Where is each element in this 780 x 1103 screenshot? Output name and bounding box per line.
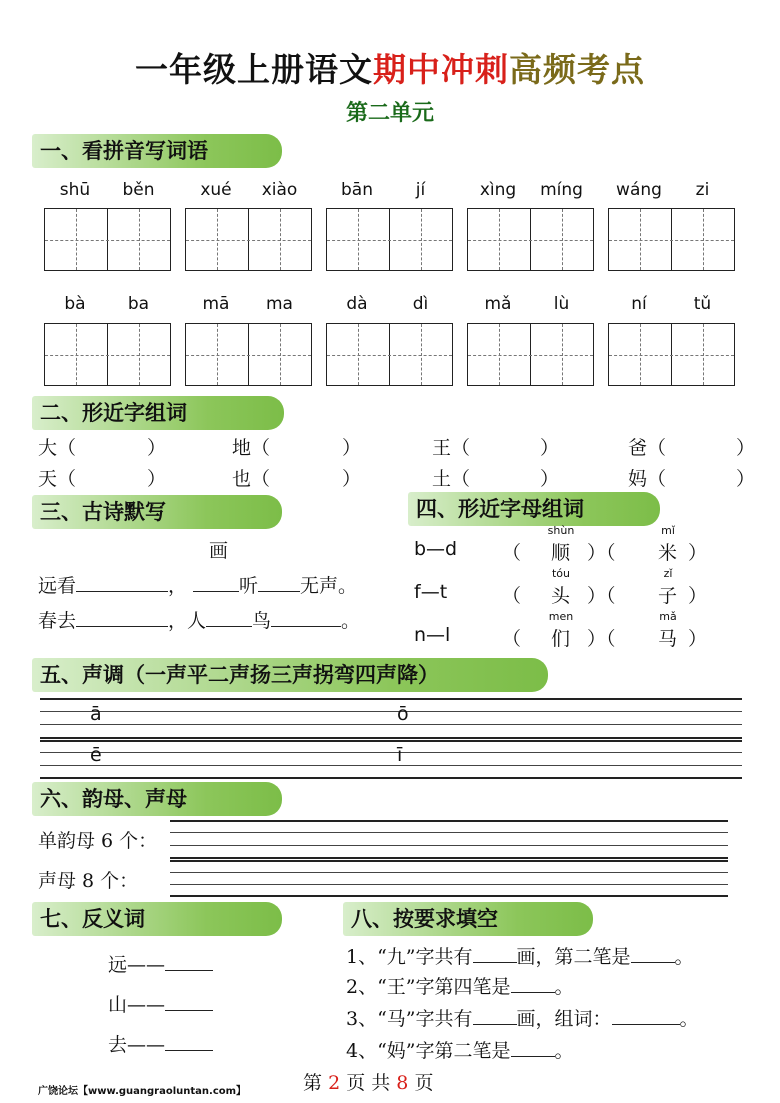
paren-close: ） <box>342 437 362 459</box>
answer-blank[interactable] <box>511 972 555 993</box>
tone-line <box>40 777 742 779</box>
pinyin-label: wáng <box>616 180 662 200</box>
char-pinyin: mǎ <box>659 610 677 623</box>
writing-line <box>170 820 728 822</box>
char-pinyin: shùn <box>547 524 575 537</box>
pinyin-label: bān <box>341 180 373 200</box>
pinyin-label: dì <box>412 294 429 314</box>
pinyin-label: dà <box>346 294 368 314</box>
answer-blank[interactable] <box>165 950 213 971</box>
tianzige-box[interactable] <box>326 208 453 271</box>
page-number: 2 <box>328 1072 341 1094</box>
fill-text: 画，第二笔是 <box>516 946 631 968</box>
poem-text: 鸟 <box>252 610 272 632</box>
tone-o: ō <box>397 703 409 725</box>
poem-text: ，人 <box>168 610 207 632</box>
pinyin-label: lù <box>553 294 570 314</box>
tianzige-box[interactable] <box>608 323 735 386</box>
tone-line <box>40 765 742 766</box>
poem-text: 远看 <box>38 575 77 597</box>
paren-close: ） <box>147 437 167 459</box>
initials-label: 声母 8 个： <box>38 870 139 892</box>
tianzige-box[interactable] <box>467 323 594 386</box>
answer-blank[interactable] <box>473 942 517 963</box>
pinyin-label: ma <box>266 294 293 314</box>
paren-close: ） <box>540 437 560 459</box>
pinyin-label: xìng <box>479 180 517 200</box>
pinyin-label: zi <box>695 180 710 200</box>
paren-close: ） <box>147 468 167 490</box>
fill-item-1 <box>346 942 694 969</box>
paren-close: ） <box>736 468 756 490</box>
antonym-item <box>108 950 213 977</box>
letter-pair: f—t <box>414 581 448 603</box>
paren-pair: ）（ <box>587 585 616 607</box>
title-part2: 期中冲刺 <box>373 50 509 89</box>
poem-text: 春去 <box>38 610 77 632</box>
paren-close: ） <box>342 468 362 490</box>
fill-text: 4、“妈”字第二笔是 <box>346 1040 511 1062</box>
poem-text: 听 <box>239 575 259 597</box>
tone-e: ē <box>90 744 102 766</box>
writing-line <box>170 845 728 846</box>
char: 头 <box>551 585 571 607</box>
page-subtitle: 第二单元 <box>345 100 434 126</box>
pinyin-label: tǔ <box>693 294 712 314</box>
similar-char: 大（ <box>38 437 77 459</box>
tone-line <box>40 724 742 725</box>
char: 顺 <box>551 542 571 564</box>
paren-close: ） <box>688 585 708 607</box>
antonym-item <box>108 990 213 1017</box>
similar-char: 妈（ <box>628 468 667 490</box>
pinyin-label: shū <box>59 180 91 200</box>
paren-close: ） <box>688 542 708 564</box>
writing-line <box>170 884 728 885</box>
fill-text: 。 <box>554 1040 574 1062</box>
tianzige-box[interactable] <box>326 323 453 386</box>
similar-char: 土（ <box>432 468 471 490</box>
answer-blank[interactable] <box>193 571 239 592</box>
pinyin-label: ba <box>127 294 150 314</box>
answer-blank[interactable] <box>271 606 341 627</box>
writing-line <box>170 832 728 833</box>
writing-line <box>170 860 728 862</box>
fill-text: 。 <box>679 1008 699 1030</box>
paren-close: ） <box>540 468 560 490</box>
footer-site: 广饶论坛【www.guangraoluntan.com】 <box>38 1086 247 1097</box>
antonym-word: 去—— <box>108 1034 166 1056</box>
paren-open: （ <box>502 585 522 607</box>
section-2-header: 二、形近字组词 <box>32 396 284 430</box>
answer-blank[interactable] <box>258 571 300 592</box>
fill-item-2 <box>346 972 574 999</box>
similar-char: 王（ <box>432 437 471 459</box>
title-part1: 一年级上册语文 <box>135 50 373 89</box>
tone-a: ā <box>90 703 102 725</box>
fill-text: 。 <box>554 976 574 998</box>
page-text: 页 <box>414 1072 434 1094</box>
pinyin-label: mā <box>202 294 230 314</box>
similar-char: 也（ <box>232 468 271 490</box>
writing-line <box>170 895 728 897</box>
tianzige-box[interactable] <box>608 208 735 271</box>
answer-blank[interactable] <box>511 1036 555 1057</box>
char: 米 <box>658 542 678 564</box>
pinyin-label: mǎ <box>484 294 512 314</box>
answer-blank[interactable] <box>165 990 213 1011</box>
section-6-header: 六、韵母、声母 <box>32 782 282 816</box>
answer-blank[interactable] <box>631 942 675 963</box>
antonym-item <box>108 1030 213 1057</box>
char-pinyin: mǐ <box>661 524 675 537</box>
char-pinyin: zǐ <box>663 567 673 580</box>
pinyin-label: xué <box>200 180 232 200</box>
writing-line <box>170 857 728 859</box>
tianzige-box[interactable] <box>467 208 594 271</box>
tone-i: ī <box>397 744 403 766</box>
answer-blank[interactable] <box>612 1004 680 1025</box>
poem-text: ， <box>168 575 188 597</box>
pinyin-label: běn <box>122 180 155 200</box>
similar-char: 地（ <box>232 437 271 459</box>
page-title <box>0 44 780 91</box>
answer-blank[interactable] <box>206 606 252 627</box>
tone-line <box>40 737 742 739</box>
tianzige-box[interactable] <box>185 208 312 271</box>
char-pinyin: tóu <box>551 567 570 580</box>
fill-text: 3、“马”字共有 <box>346 1008 473 1030</box>
section-1-header: 一、看拼音写词语 <box>32 134 282 168</box>
tone-line <box>40 740 742 742</box>
letter-pair: n—l <box>414 624 451 646</box>
poem-line-2 <box>38 606 360 633</box>
section-3-header: 三、古诗默写 <box>32 495 282 529</box>
fill-text: 1、“九”字共有 <box>346 946 473 968</box>
poem-line-1 <box>38 571 357 598</box>
pinyin-label: míng <box>540 180 583 200</box>
section-7-header: 七、反义词 <box>32 902 282 936</box>
paren-open: （ <box>502 628 522 650</box>
antonym-word: 远—— <box>108 954 166 976</box>
fill-item-3 <box>346 1004 699 1031</box>
pinyin-label: bà <box>64 294 86 314</box>
section-4-header: 四、形近字母组词 <box>408 492 660 526</box>
poem-title: 画 <box>209 540 229 562</box>
section-8-header: 八、按要求填空 <box>343 902 593 936</box>
char: 马 <box>658 628 678 650</box>
pinyin-label: jí <box>415 180 426 200</box>
section-5-header: 五、声调（一声平二声扬三声拐弯四声降） <box>32 658 548 692</box>
paren-open: （ <box>502 542 522 564</box>
tone-line <box>40 711 742 712</box>
paren-close: ） <box>688 628 708 650</box>
answer-blank[interactable] <box>165 1030 213 1051</box>
tianzige-box[interactable] <box>185 323 312 386</box>
similar-char: 天（ <box>38 468 77 490</box>
pinyin-label: xiào <box>261 180 298 200</box>
antonym-word: 山—— <box>108 994 166 1016</box>
pinyin-label: ní <box>631 294 647 314</box>
answer-blank[interactable] <box>76 606 168 627</box>
writing-line <box>170 872 728 873</box>
fill-text: 2、“王”字第四笔是 <box>346 976 511 998</box>
page-indicator <box>303 1068 433 1095</box>
poem-text: 无声。 <box>300 575 358 597</box>
page-total: 8 <box>396 1072 409 1094</box>
tone-line <box>40 698 742 700</box>
tone-line <box>40 752 742 753</box>
paren-close: ） <box>736 437 756 459</box>
answer-blank[interactable] <box>76 571 168 592</box>
paren-pair: ）（ <box>587 542 616 564</box>
tianzige-box[interactable] <box>44 208 171 271</box>
page-text: 第 <box>303 1072 323 1094</box>
similar-char: 爸（ <box>628 437 667 459</box>
char: 们 <box>551 628 571 650</box>
char-pinyin: men <box>548 610 574 623</box>
answer-blank[interactable] <box>473 1004 517 1025</box>
letter-pair: b—d <box>414 538 458 560</box>
fill-text: 画，组词： <box>516 1008 612 1030</box>
poem-text: 。 <box>341 610 361 632</box>
page-text: 页 共 <box>346 1072 391 1094</box>
fill-text: 。 <box>674 946 694 968</box>
char: 子 <box>658 585 678 607</box>
tianzige-box[interactable] <box>44 323 171 386</box>
fill-item-4 <box>346 1036 574 1063</box>
finals-label: 单韵母 6 个： <box>38 830 158 852</box>
title-part3: 高频考点 <box>509 50 645 89</box>
paren-pair: ）（ <box>587 628 616 650</box>
